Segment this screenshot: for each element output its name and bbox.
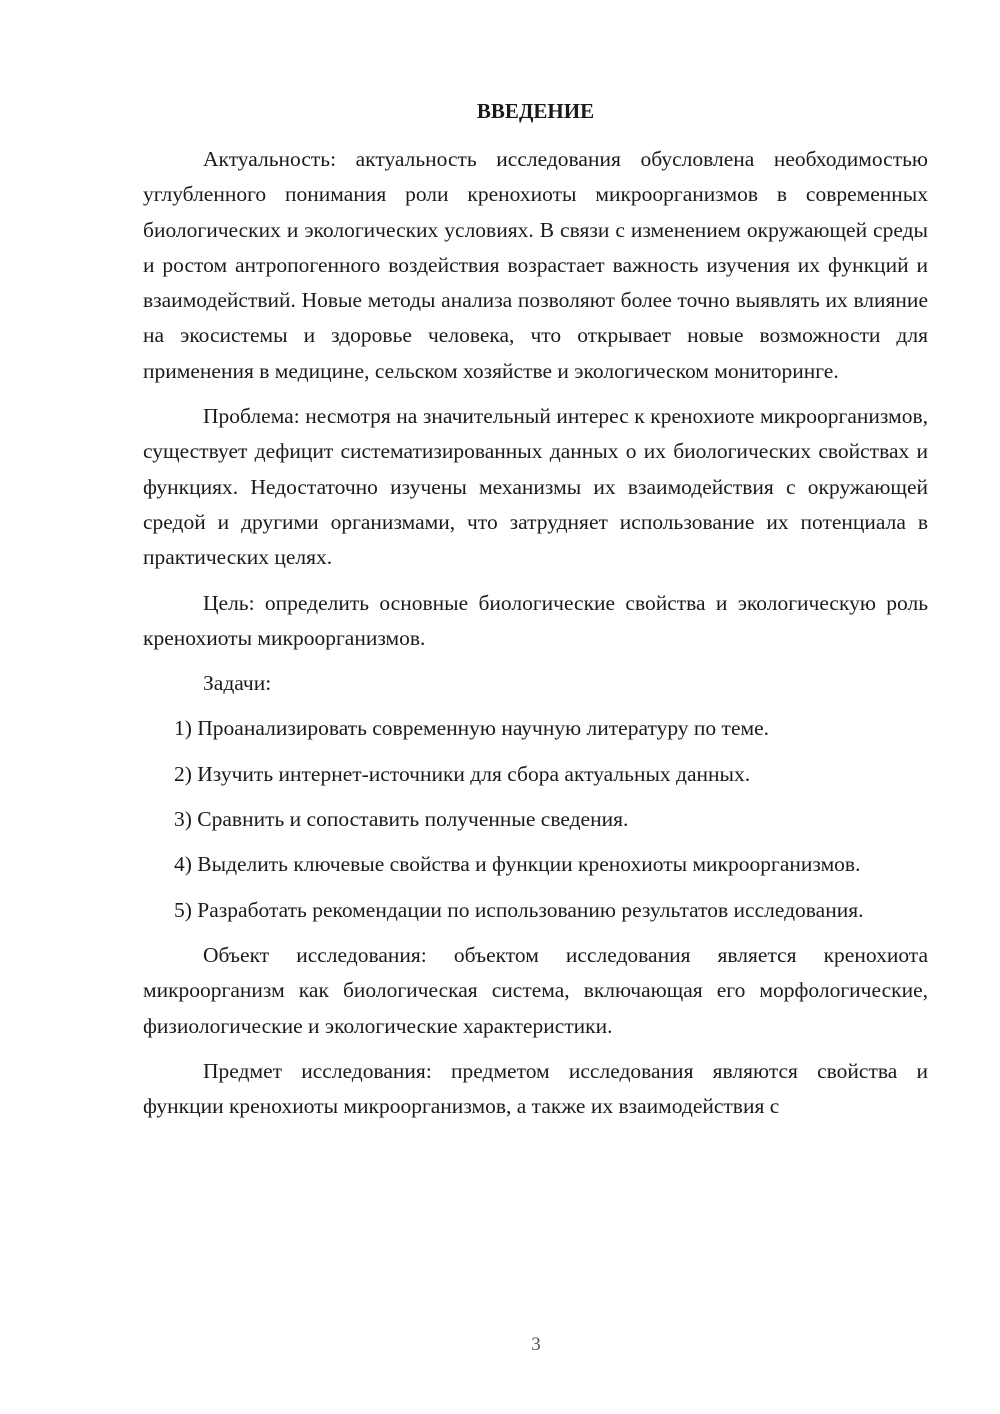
task-item: 3) Сравнить и сопоставить полученные сведения. [174,807,629,832]
task-item: 5) Разработать рекомендации по использованию результатов исследования. [174,897,864,922]
paragraph-object: Объект исследования: объектом исследования является кренохиота микроорганизм как биологическая система, включающая его морфологические, физиологические и экологические характеристики. [143,942,928,1038]
paragraph-goal: Цель: определить основные биологические свойства и экологическую роль кренохиоты микроорганизмов. [143,590,928,650]
task-item: 1) Проанализировать современную научную литературу по теме. [174,716,770,741]
paragraph-problem: Проблема: несмотря на значительный интерес к кренохиоте микроорганизмов, существует дефицит систематизированных данных о их биологических свойствах и функциях. Недостаточно изучены механизмы их взаимодействия с окружающей средой и другими организмами, что затрудняет использование их потенциала в практических целях. [143,404,928,570]
page-heading: ВВЕДЕНИЕ [476,99,595,123]
paragraph-relevance: Актуальность: актуальность исследования обусловлена необходимостью углубленного понимания роли кренохиоты микроорганизмов в современных биологических и экологических условиях. В связи с изменением окружающей среды и ростом антропогенного воздействия возрастает важность изучения их функций и взаимодействий. Новые методы анализа позволяют более точно выявлять их влияние на экосистемы и здоровье человека, что открывает новые возможности для применения в медицине, сельском хозяйстве и экологическом мониторинге. [143,147,928,383]
task-item: 4) Выделить ключевые свойства и функции кренохиоты микроорганизмов. [174,852,861,877]
document-body [143,142,928,1124]
page-number: 3 [531,1334,541,1355]
paragraph-subject: Предмет исследования: предметом исследования являются свойства и функции кренохиоты микроорганизмов, а также их взаимодействия с [143,1058,928,1119]
task-item: 2) Изучить интернет-источники для сбора актуальных данных. [174,761,751,786]
tasks-label: Задачи: [203,671,272,696]
